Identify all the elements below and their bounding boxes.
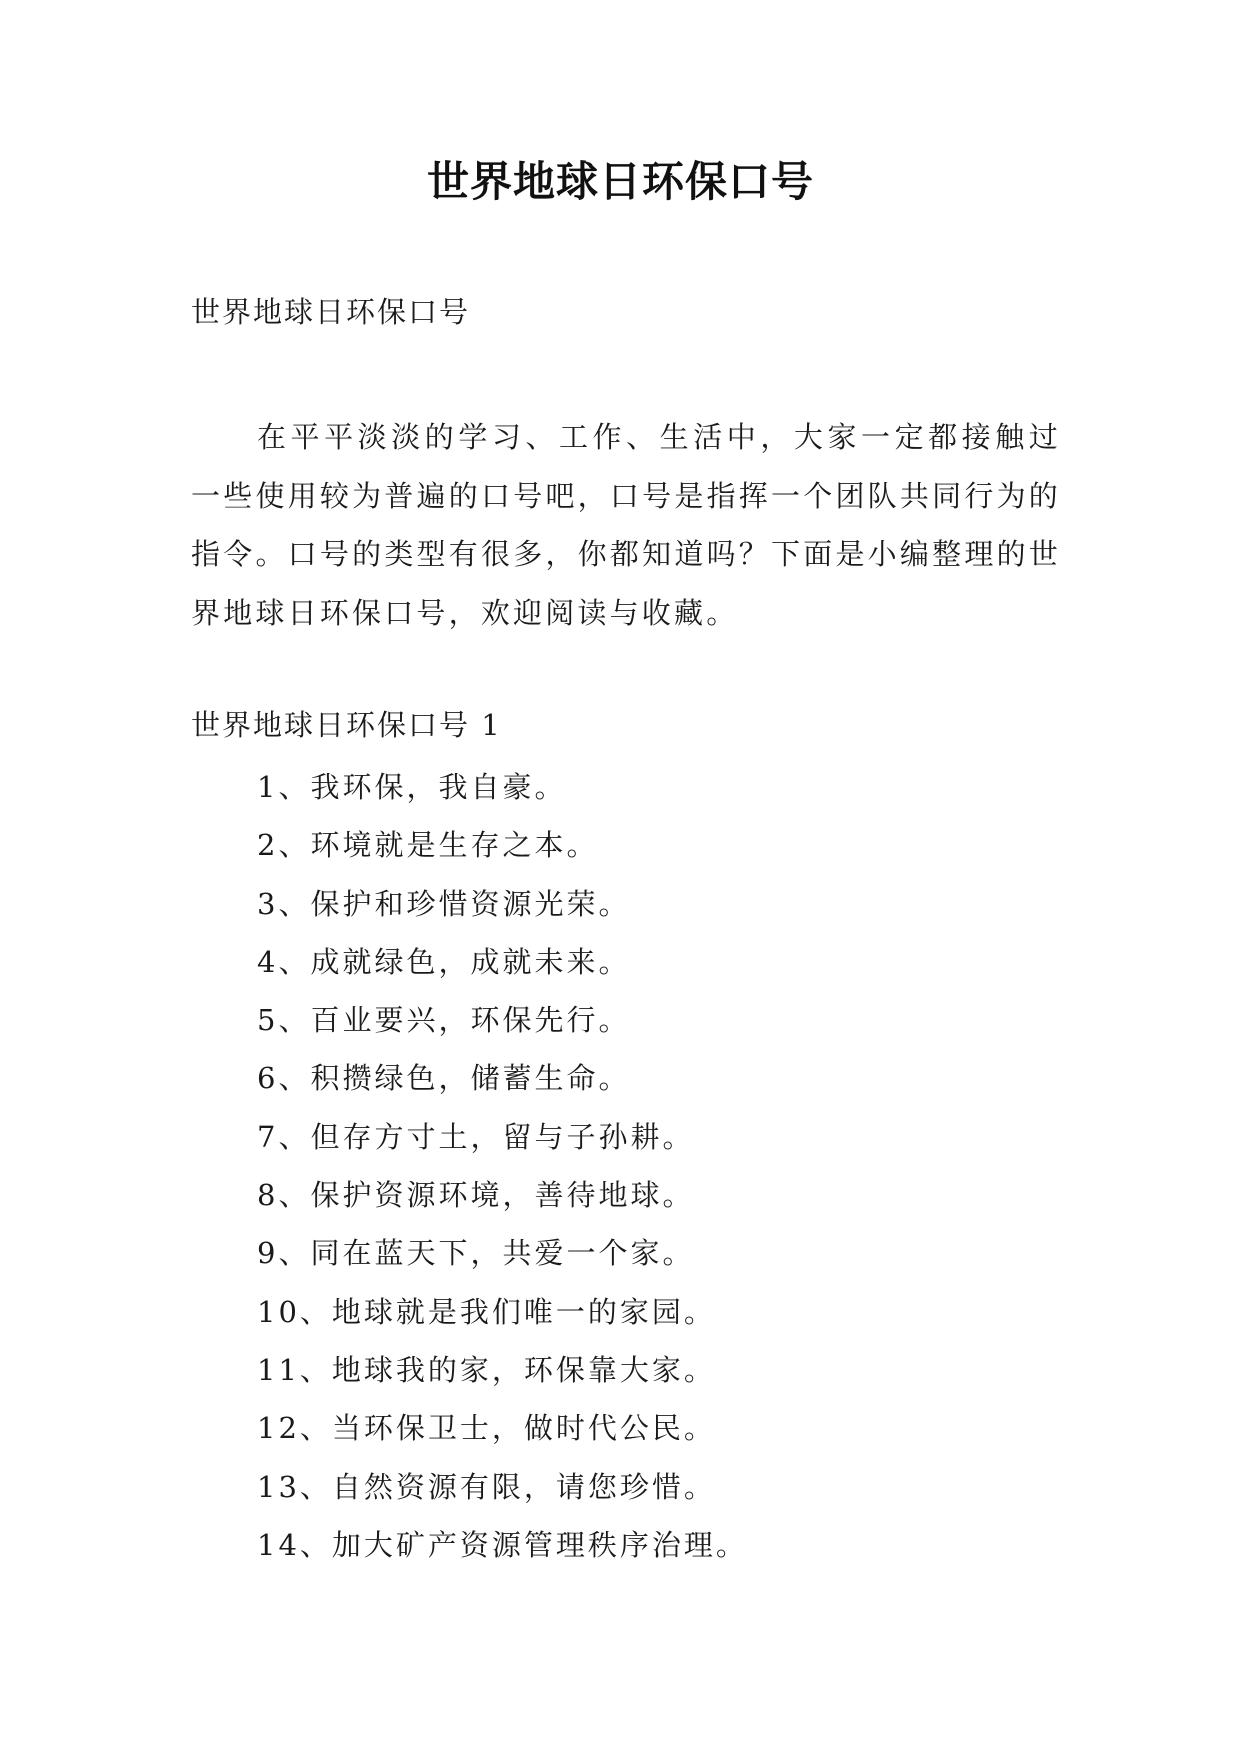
slogan-item: 12、当环保卫士，做时代公民。 [257,1411,716,1446]
slogan-item: 10、地球就是我们唯一的家园。 [257,1294,716,1329]
slogan-item: 1、我环保，我自豪。 [257,770,567,804]
document-subtitle: 世界地球日环保口号 [191,295,471,329]
slogan-list [257,758,748,1574]
slogan-item: 2、环境就是生存之本。 [257,828,599,863]
document-title: 世界地球日环保口号 [426,157,814,206]
slogan-item: 3、保护和珍惜资源光荣。 [257,886,631,921]
slogan-item: 13、自然资源有限，请您珍惜。 [257,1469,716,1504]
slogan-item: 8、保护资源环境，善待地球。 [257,1178,695,1213]
slogan-item: 7、但存方寸土，留与子孙耕。 [257,1119,695,1154]
intro-paragraph: 在平平淡淡的学习、工作、生活中，大家一定都接触过一些使用较为普遍的口号吧，口号是指挥一个团队共同行为的指令。口号的类型有很多，你都知道吗？下面是小编整理的世界地球日环保口号，欢迎阅读与收藏。 [191,420,1061,630]
slogan-item: 6、积攒绿色，储蓄生命。 [257,1061,631,1096]
section-heading: 世界地球日环保口号 1 [191,708,502,742]
slogan-item: 4、成就绿色，成就未来。 [257,944,631,979]
slogan-item: 11、地球我的家，环保靠大家。 [257,1352,716,1387]
slogan-item: 5、百业要兴，环保先行。 [257,1003,631,1038]
slogan-item: 14、加大矿产资源管理秩序治理。 [257,1527,748,1562]
slogan-item: 9、同在蓝天下，共爱一个家。 [257,1236,695,1271]
